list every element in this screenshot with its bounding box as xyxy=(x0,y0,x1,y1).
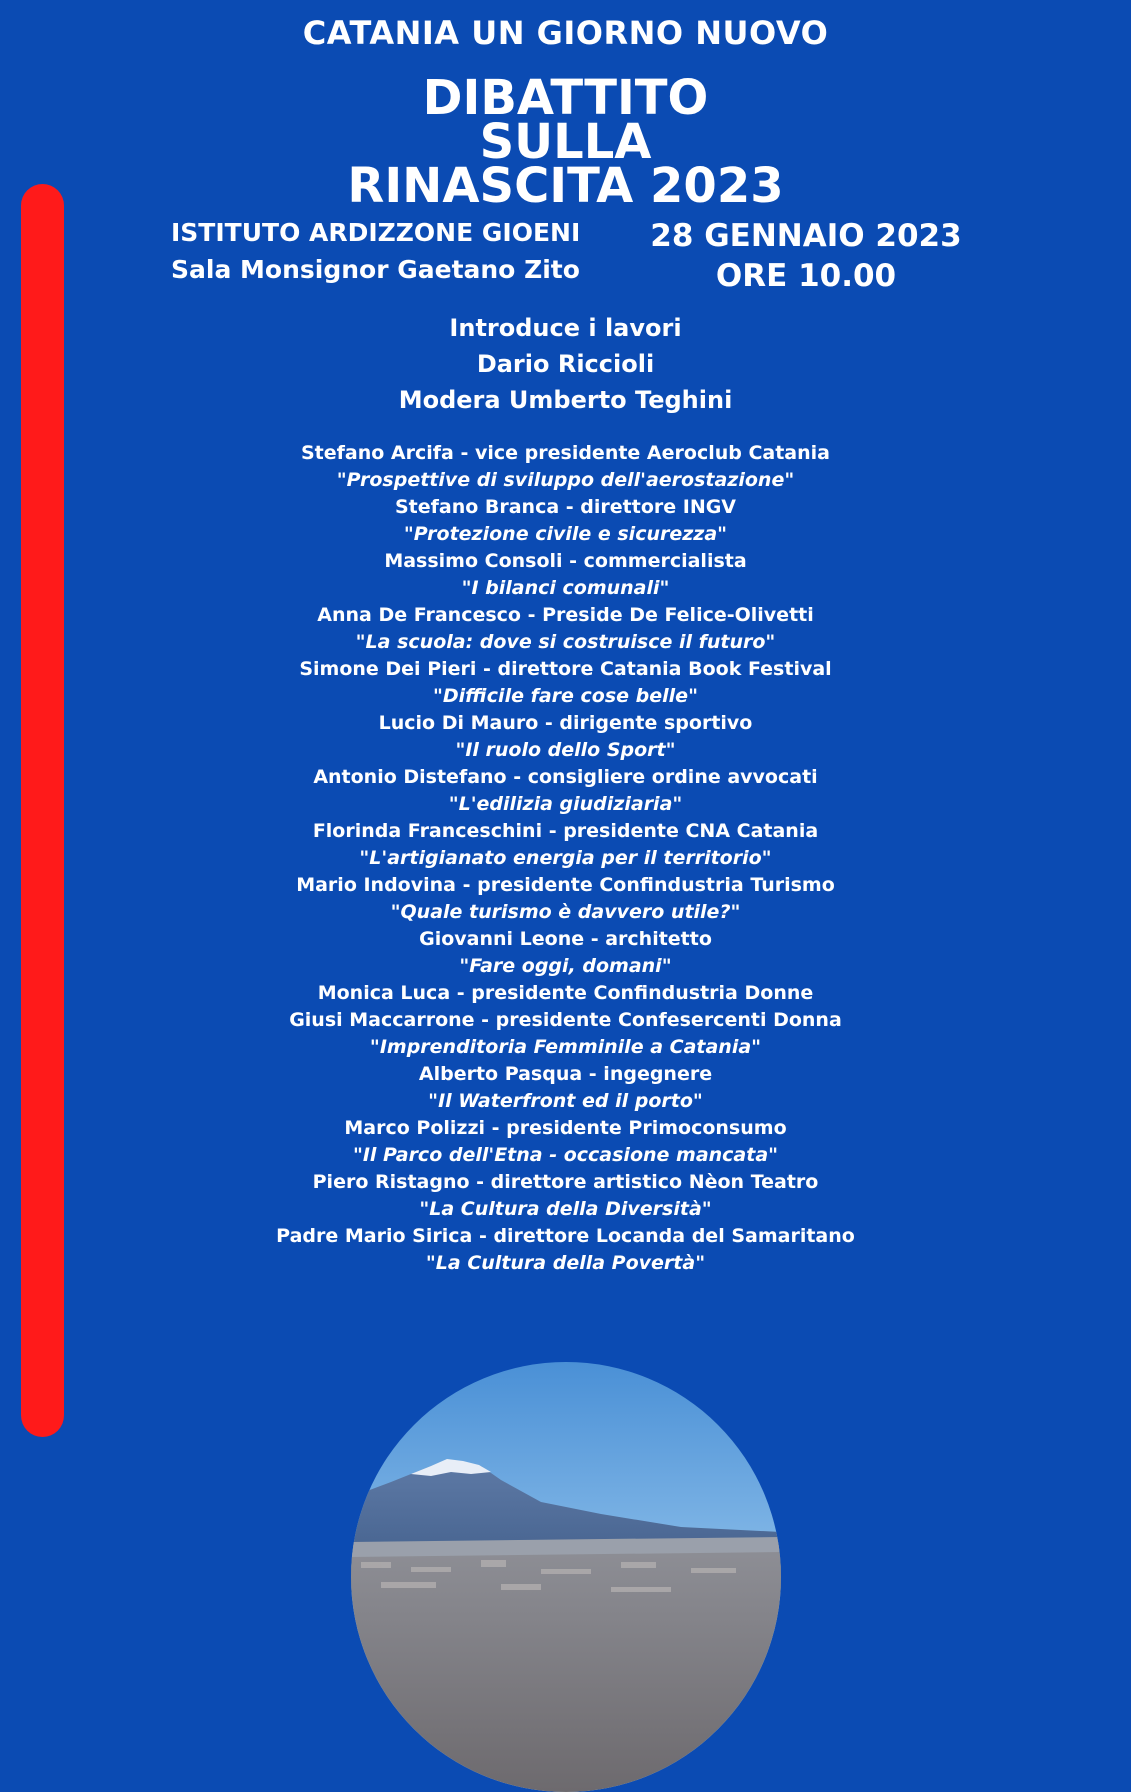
venue-block xyxy=(171,214,580,288)
etna-landscape-image xyxy=(351,1362,781,1792)
event-time: ORE 10.00 xyxy=(715,258,897,294)
main-title-line: SULLA xyxy=(479,114,652,170)
etna-photo xyxy=(351,1362,781,1792)
talk-title: "Il Waterfront ed il porto" xyxy=(428,1090,703,1112)
speaker-name: Alberto Pasqua - ingegnere xyxy=(418,1063,713,1085)
talk-title: "La Cultura della Diversità" xyxy=(419,1198,712,1220)
speaker-name: Florinda Franceschini - presidente CNA Catania xyxy=(312,820,819,842)
talk-title: "La scuola: dove si costruisce il futuro" xyxy=(355,631,776,653)
top-title: CATANIA UN GIORNO NUOVO xyxy=(302,14,829,52)
main-title xyxy=(0,70,1131,214)
speaker-name: Stefano Arcifa - vice presidente Aeroclub Catania xyxy=(301,442,830,464)
main-title-line: DIBATTITO xyxy=(422,70,709,126)
talk-title: "Protezione civile e sicurezza" xyxy=(403,523,728,545)
speaker-name: Anna De Francesco - Preside De Felice-Olivetti xyxy=(317,604,814,626)
talk-title: "L'edilizia giudiziaria" xyxy=(448,793,683,815)
moderator-line: Modera Umberto Teghini xyxy=(398,386,733,414)
event-date: 28 GENNAIO 2023 xyxy=(650,218,962,254)
speaker-name: Giusi Maccarrone - presidente Confesercenti Donna xyxy=(289,1009,842,1031)
venue-room: Sala Monsignor Gaetano Zito xyxy=(171,255,580,284)
date-block xyxy=(622,216,990,296)
speaker-name: Padre Mario Sirica - direttore Locanda del Samaritano xyxy=(276,1225,855,1247)
talk-title: "Prospettive di sviluppo dell'aerostazione" xyxy=(336,469,795,491)
talk-title: "Il Parco dell'Etna - occasione mancata" xyxy=(352,1144,779,1166)
speaker-name: Piero Ristagno - direttore artistico Nèon Teatro xyxy=(312,1171,819,1193)
speaker-name: Monica Luca - presidente Confindustria Donne xyxy=(317,982,814,1004)
speaker-name: Stefano Branca - direttore INGV xyxy=(394,496,737,518)
speaker-name: Giovanni Leone - architetto xyxy=(419,928,712,950)
talk-title: "Imprenditoria Femminile a Catania" xyxy=(369,1036,762,1058)
speaker-name: Marco Polizzi - presidente Primoconsumo xyxy=(344,1117,787,1139)
intro-block xyxy=(0,310,1131,418)
speaker-name: Lucio Di Mauro - dirigente sportivo xyxy=(378,712,753,734)
venue-name: ISTITUTO ARDIZZONE GIOENI xyxy=(171,218,581,247)
talk-title: "La Cultura della Povertà" xyxy=(425,1252,706,1274)
speaker-name: Antonio Distefano - consigliere ordine avvocati xyxy=(313,766,818,788)
talk-title: "I bilanci comunali" xyxy=(461,577,670,599)
intro-line: Introduce i lavori xyxy=(449,314,682,342)
speaker-name: Massimo Consoli - commercialista xyxy=(384,550,747,572)
talk-title: "L'artigianato energia per il territorio" xyxy=(359,847,772,869)
intro-speaker: Dario Riccioli xyxy=(476,350,655,378)
speaker-list xyxy=(0,440,1131,1277)
talk-title: "Difficile fare cose belle" xyxy=(433,685,698,707)
talk-title: "Il ruolo dello Sport" xyxy=(455,739,676,761)
talk-title: "Fare oggi, domani" xyxy=(459,955,672,977)
talk-title: "Quale turismo è davvero utile?" xyxy=(390,901,741,923)
main-title-line: RINASCITA 2023 xyxy=(347,158,784,214)
speaker-name: Simone Dei Pieri - direttore Catania Book Festival xyxy=(299,658,832,680)
speaker-name: Mario Indovina - presidente Confindustria Turismo xyxy=(296,874,835,896)
